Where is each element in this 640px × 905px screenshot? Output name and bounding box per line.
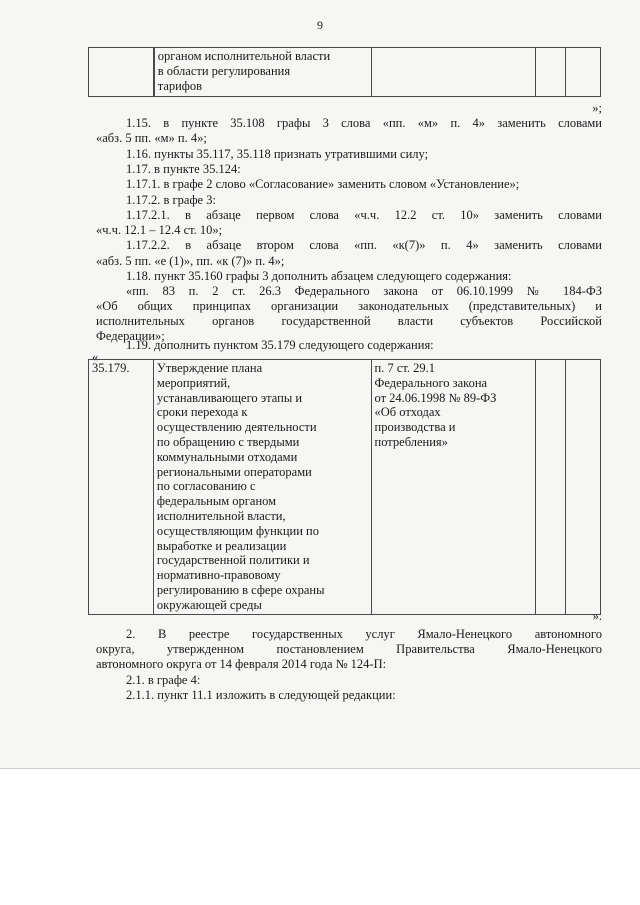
table-row (89, 360, 601, 615)
cell-line: Федерального закона (374, 375, 488, 390)
text-line: Федерации»; (96, 329, 165, 343)
text-line: 2. В реестре государственных услуг Ямало-Ненецкого автономного (126, 627, 602, 641)
cell-line: выработке и реализации (156, 538, 287, 553)
cell-line: федеральным органом (156, 494, 277, 509)
table-cell (372, 48, 536, 97)
text-line: исполнительных органов государственной власти субъектов Российской (96, 314, 602, 328)
cell-line: мероприятий, (156, 375, 231, 390)
text-line: округа, утвержденном постановлением Правительства Ямало-Ненецкого (96, 642, 602, 656)
cell-line: коммунальными отходами (156, 449, 298, 464)
cell-line: окружающей среды (156, 597, 262, 612)
text-line: 1.17. в пункте 35.124: (126, 162, 241, 176)
cell-line: в области регулирования (157, 63, 291, 78)
table-row (89, 48, 601, 97)
text-line: 1.19. дополнить пунктом 35.179 следующего содержания: (126, 338, 434, 352)
cell-line: потребления» (374, 434, 448, 449)
text-line: 1.17.2.2. в абзаце втором слова «пп. «к(7)» п. 4» заменить словами (126, 238, 602, 252)
cell-line: государственной политики и (156, 553, 310, 568)
table-cell (89, 48, 154, 97)
page-number: 9 (317, 18, 323, 32)
table-cell-authority (154, 48, 371, 97)
cell-line: производства и (374, 420, 456, 435)
text-line: 1.17.2.1. в абзаце первом слова «ч.ч. 12.2 ст. 10» заменить словами (126, 208, 602, 222)
opening-quote-mark: « (92, 350, 99, 364)
text-line: 1.17.1. в графе 2 слово «Согласование» заменить словом «Установление»; (126, 177, 520, 191)
cell-line: тарифов (157, 78, 203, 93)
table-cell (536, 360, 566, 615)
text-line: 1.15. в пункте 35.108 графы 3 слова «пп. «м» п. 4» заменить словами (126, 116, 602, 130)
cell-line: исполнительной власти, (156, 508, 286, 523)
item-number-cell: 35.179. (89, 360, 154, 615)
closing-quote-mark: »; (592, 101, 602, 115)
cell-line: регулированию в сфере охраны (156, 582, 325, 597)
cell-line: органом исполнительной власти (157, 49, 331, 63)
text-line: «Об общих принципах организации законодательных (представительных) и (96, 299, 602, 313)
text-line: автономного округа от 14 февраля 2014 года № 124-П: (96, 657, 387, 671)
cell-line: Утверждение плана (156, 361, 263, 375)
cell-line: по согласованию с (156, 479, 256, 494)
cell-line: от 24.06.1998 № 89-ФЗ (374, 390, 497, 405)
legal-basis-cell (371, 360, 536, 615)
cell-line: устанавливающего этапы и (156, 390, 303, 405)
table-cell (566, 48, 601, 97)
cell-line: «Об отходах (374, 405, 441, 420)
text-line: «пп. 83 п. 2 ст. 26.3 Федерального закона от 06.10.1999 № 184-ФЗ (126, 284, 602, 298)
text-line: 2.1.1. пункт 11.1 изложить в следующей редакции: (126, 688, 396, 702)
text-line: 1.16. пункты 35.117, 35.118 признать утратившими силу; (126, 147, 429, 161)
cell-line: осуществляющим функции по (156, 523, 319, 538)
cell-line: нормативно-правовому (156, 568, 281, 583)
service-table (88, 359, 601, 615)
text-line: 2.1. в графе 4: (126, 673, 201, 687)
cell-line: региональными операторами (156, 464, 312, 479)
cell-line: сроки перехода к (156, 405, 248, 420)
text-line: «ч.ч. 12.1 – 12.4 ст. 10»; (96, 223, 223, 237)
text-line: «абз. 5 пп. «м» п. 4»; (96, 131, 207, 145)
item-name-cell (153, 360, 371, 615)
cell-line: по обращению с твердыми (156, 434, 300, 449)
continued-table (88, 47, 601, 97)
table-cell (566, 360, 601, 615)
closing-quote-mark: ». (592, 609, 602, 623)
cell-line: осуществлению деятельности (156, 420, 317, 435)
table-cell (536, 48, 566, 97)
text-line: 1.18. пункт 35.160 графы 3 дополнить абзацем следующего содержания: (126, 269, 512, 283)
cell-line: п. 7 ст. 29.1 (374, 361, 436, 375)
text-line: «абз. 5 пп. «е (1)», пп. «к (7)» п. 4»; (96, 254, 285, 268)
text-line: 1.17.2. в графе 3: (126, 193, 216, 207)
